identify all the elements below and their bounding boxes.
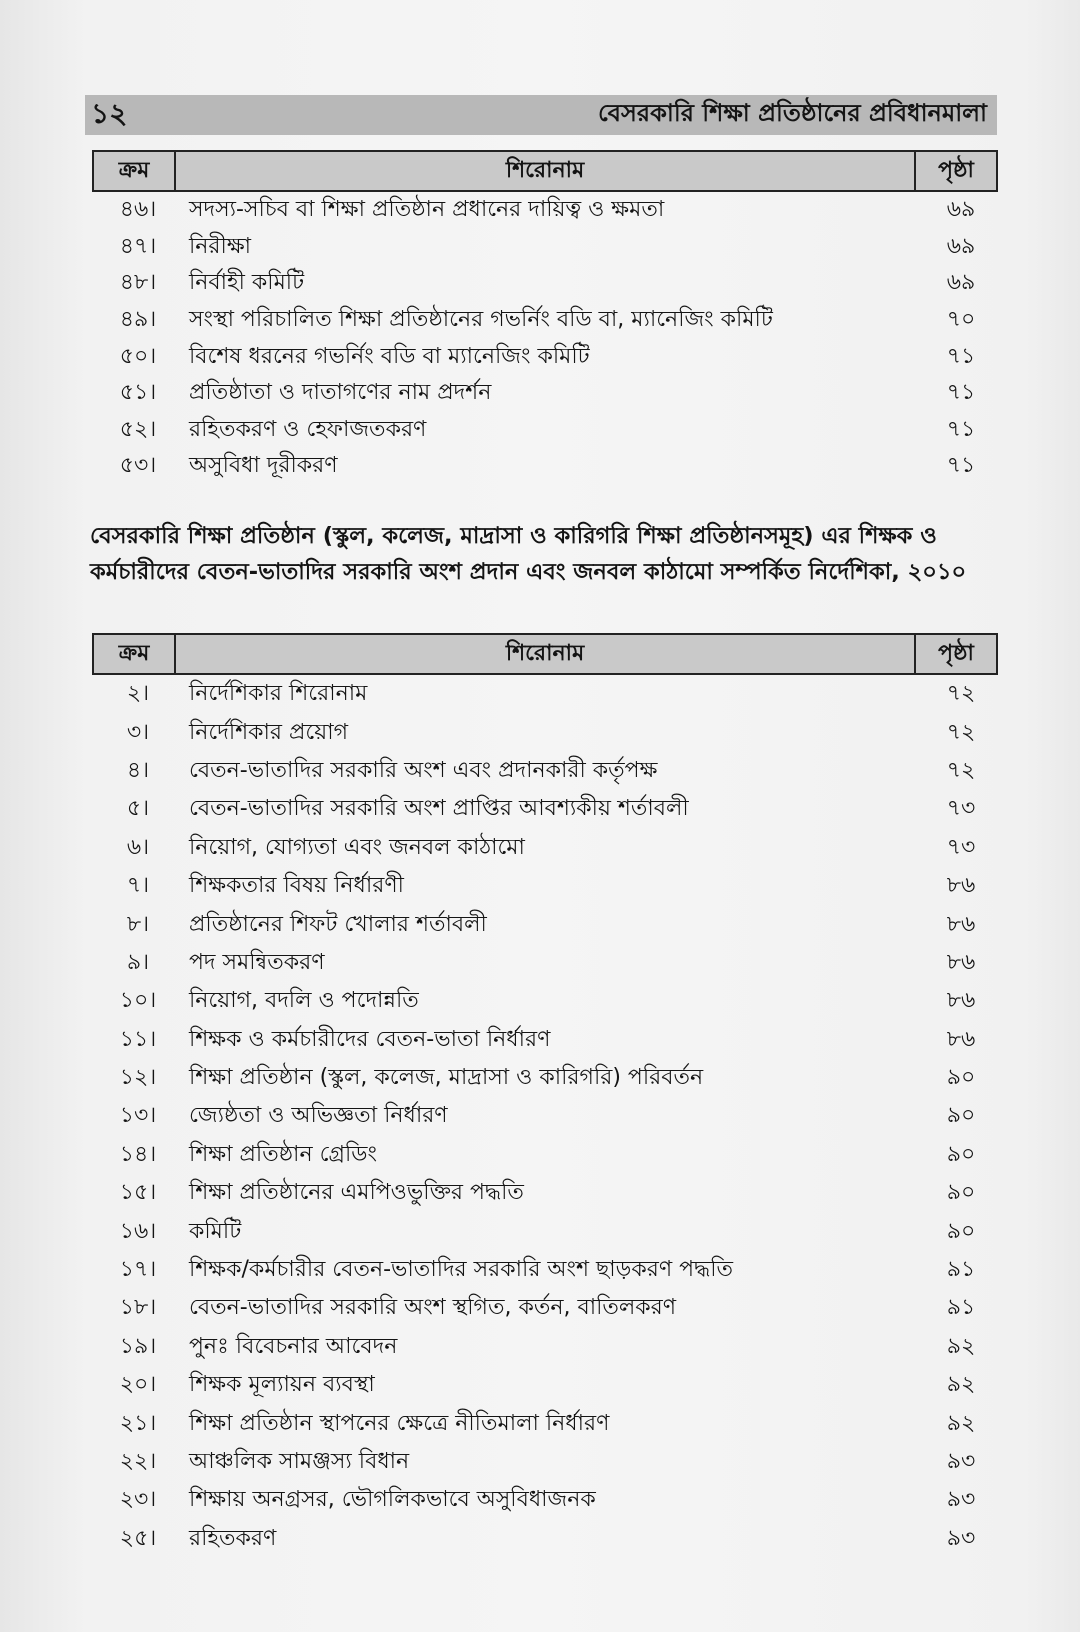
row-page-number: ৮৬ [946, 949, 976, 975]
row-page-number: ৭১ [946, 343, 976, 369]
row-serial: ১২। [119, 1065, 157, 1091]
table-row [93, 412, 997, 449]
row-title: শিক্ষক ও কর্মচারীদের বেতন-ভাতা নির্ধারণ [189, 1026, 551, 1052]
row-title: শিক্ষায় অনগ্রসর, ভৌগলিকভাবে অসুবিধাজনক [189, 1487, 596, 1513]
row-serial: ৪৭। [119, 233, 157, 259]
row-title: নির্দেশিকার শিরোনাম [189, 681, 368, 707]
section-heading: বেসরকারি শিক্ষা প্রতিষ্ঠান (স্কুল, কলেজ, মাদ্রাসা ও কারিগরি শিক্ষা প্রতিষ্ঠানসমূহ) এর শিক্ষক ও কর্মচারীদের বেতন-ভাতাদির সরকারি অংশ প্রদান এবং জনবল কাঠামো সম্পর্কিত নির্দেশিকা, ২০১০ [90, 523, 967, 585]
row-page-number: ৮৬ [946, 911, 976, 937]
row-serial: ৬। [126, 834, 150, 860]
row-serial: ৮। [126, 911, 150, 937]
row-serial: ১৬। [119, 1218, 157, 1244]
row-page-number: ৯০ [946, 1141, 976, 1167]
row-page-number: ৯০ [946, 1103, 976, 1129]
column-header-serial: ক্রম [93, 151, 175, 191]
table-header-row [93, 151, 997, 191]
row-serial: ১৩। [119, 1103, 157, 1129]
row-serial: ১১। [119, 1026, 157, 1052]
table-row [93, 1174, 997, 1212]
row-serial: ৫৩। [119, 453, 157, 479]
row-serial: ২২। [119, 1449, 157, 1474]
table-row [93, 713, 997, 751]
row-page-number: ৯২ [946, 1410, 976, 1436]
page-number: ১২ [91, 96, 128, 130]
row-serial: ২১। [119, 1410, 157, 1436]
row-page-number: ৯৩ [946, 1525, 976, 1551]
row-page-number: ৭১ [946, 416, 976, 442]
row-page-number: ৭২ [946, 757, 976, 783]
row-serial: ৫২। [119, 416, 157, 442]
row-page-number: ৭১ [946, 380, 976, 406]
row-serial: ৪৬। [119, 197, 157, 223]
row-serial: ২৩। [119, 1487, 157, 1513]
row-title: প্রতিষ্ঠানের শিফট খোলার শর্তাবলী [189, 911, 487, 937]
row-serial: ১৮। [119, 1295, 157, 1321]
row-page-number: ৭৩ [946, 834, 976, 860]
row-title: শিক্ষা প্রতিষ্ঠান গ্রেডিং [189, 1141, 377, 1167]
row-serial: ৯। [126, 949, 150, 975]
row-serial: ১৫। [119, 1180, 157, 1206]
table-row [93, 191, 997, 229]
row-serial: ২৫। [119, 1525, 157, 1551]
row-page-number: ৯৩ [946, 1449, 976, 1474]
table-row [93, 338, 997, 375]
row-title: রহিতকরণ [189, 1525, 277, 1551]
row-title: সদস্য-সচিব বা শিক্ষা প্রতিষ্ঠান প্রধানের দায়িত্ব ও ক্ষমতা [189, 197, 665, 223]
row-page-number: ৮৬ [946, 988, 976, 1014]
row-title: সংস্থা পরিচালিত শিক্ষা প্রতিষ্ঠানের গভর্নিং বডি বা, ম্যানেজিং কমিটি [189, 307, 773, 333]
table-row [93, 829, 997, 867]
row-title: আঞ্চলিক সামঞ্জস্য বিধান [189, 1449, 410, 1474]
table-body [93, 674, 997, 1558]
row-page-number: ৯০ [946, 1180, 976, 1206]
row-page-number: ৮৬ [946, 1026, 976, 1052]
row-title: রহিতকরণ ও হেফাজতকরণ [189, 416, 427, 442]
row-title: নির্বাহী কমিটি [189, 270, 305, 296]
row-page-number: ৯২ [946, 1372, 976, 1398]
table-row [93, 1443, 997, 1481]
table-row [93, 229, 997, 266]
column-header-title: শিরোনাম [175, 151, 915, 191]
table-row [93, 265, 997, 302]
row-title: নিরীক্ষা [189, 233, 252, 259]
row-page-number: ৬৯ [946, 270, 976, 296]
column-header-title: শিরোনাম [175, 634, 915, 674]
row-page-number: ৯৩ [946, 1487, 976, 1513]
row-title: নির্দেশিকার প্রয়োগ [189, 719, 349, 745]
row-serial: ৪৮। [119, 270, 157, 296]
table-row [93, 674, 997, 713]
row-page-number: ৭০ [946, 307, 976, 333]
row-page-number: ৬৯ [946, 197, 976, 223]
row-page-number: ৯২ [946, 1333, 976, 1359]
row-title: বেতন-ভাতাদির সরকারি অংশ এবং প্রদানকারী কর্তৃপক্ষ [189, 757, 658, 783]
row-title: শিক্ষা প্রতিষ্ঠানের এমপিওভুক্তির পদ্ধতি [189, 1180, 524, 1206]
row-title: নিয়োগ, যোগ্যতা এবং জনবল কাঠামো [189, 834, 525, 860]
row-serial: ৩। [126, 719, 150, 745]
row-title: শিক্ষকতার বিষয় নির্ধারণী [189, 873, 404, 899]
table-row [93, 752, 997, 790]
table-row [93, 1328, 997, 1366]
column-header-page: পৃষ্ঠা [915, 151, 997, 191]
row-serial: ৫। [126, 796, 150, 822]
page-header [85, 95, 997, 135]
row-page-number: ৯০ [946, 1218, 976, 1244]
row-page-number: ৭২ [946, 681, 976, 707]
row-title: বিশেষ ধরনের গভর্নিং বডি বা ম্যানেজিং কমিটি [189, 343, 590, 369]
row-page-number: ৯১ [946, 1295, 976, 1321]
row-serial: ২০। [119, 1372, 157, 1398]
table-row [93, 1251, 997, 1289]
row-serial: ১৭। [119, 1257, 157, 1283]
row-serial: ৪৯। [119, 307, 157, 333]
row-serial: ১৯। [119, 1333, 157, 1359]
row-title: শিক্ষক/কর্মচারীর বেতন-ভাতাদির সরকারি অংশ ছাড়করণ পদ্ধতি [189, 1257, 734, 1283]
row-page-number: ৮৬ [946, 873, 976, 899]
row-page-number: ৯১ [946, 1257, 976, 1283]
row-serial: ৭। [126, 873, 150, 899]
table-row [93, 302, 997, 339]
table-row [93, 1289, 997, 1327]
table-row [93, 944, 997, 982]
running-title: বেসরকারি শিক্ষা প্রতিষ্ঠানের প্রবিধানমালা [597, 99, 987, 127]
table-row [93, 1404, 997, 1442]
row-serial: ১৪। [119, 1141, 157, 1167]
row-title: অসুবিধা দূরীকরণ [189, 453, 338, 479]
row-title: শিক্ষক মূল্যায়ন ব্যবস্থা [189, 1372, 375, 1398]
table-row [93, 1059, 997, 1097]
table-row [93, 1481, 997, 1519]
table-row [93, 1366, 997, 1404]
row-page-number: ৭১ [946, 453, 976, 479]
row-serial: ৫১। [119, 380, 157, 406]
table-body [93, 191, 997, 485]
table-row [93, 982, 997, 1020]
row-page-number: ৭২ [946, 719, 976, 745]
column-header-page: পৃষ্ঠা [915, 634, 997, 674]
table-row [93, 1021, 997, 1059]
column-header-serial: ক্রম [93, 634, 175, 674]
row-title: কমিটি [189, 1218, 242, 1244]
contents-table-2 [92, 633, 998, 1558]
row-serial: ৫০। [119, 343, 157, 369]
table-row [93, 1136, 997, 1174]
row-page-number: ৬৯ [946, 233, 976, 259]
row-title: শিক্ষা প্রতিষ্ঠান স্থাপনের ক্ষেত্রে নীতিমালা নির্ধারণ [189, 1410, 610, 1436]
row-title: বেতন-ভাতাদির সরকারি অংশ স্থগিত, কর্তন, বাতিলকরণ [189, 1295, 677, 1321]
row-page-number: ৭৩ [946, 796, 976, 822]
table-row [93, 790, 997, 828]
row-page-number: ৯০ [946, 1065, 976, 1091]
row-title: শিক্ষা প্রতিষ্ঠান (স্কুল, কলেজ, মাদ্রাসা ও কারিগরি) পরিবর্তন [189, 1065, 704, 1091]
table-row [93, 375, 997, 412]
row-serial: ২। [126, 681, 150, 707]
table-header-row [93, 634, 997, 674]
row-title: পদ সমন্বিতকরণ [189, 949, 325, 975]
row-serial: ৪। [126, 757, 150, 783]
row-title: পুনঃ বিবেচনার আবেদন [189, 1333, 398, 1359]
row-title: বেতন-ভাতাদির সরকারি অংশ প্রাপ্তির আবশ্যকীয় শর্তাবলী [189, 796, 689, 822]
row-serial: ১০। [119, 988, 157, 1014]
table-row [93, 867, 997, 905]
table-row [93, 1520, 997, 1558]
row-title: জ্যেষ্ঠতা ও অভিজ্ঞতা নির্ধারণ [189, 1103, 448, 1129]
row-title: প্রতিষ্ঠাতা ও দাতাগণের নাম প্রদর্শন [189, 380, 492, 406]
table-row [93, 448, 997, 485]
table-row [93, 1212, 997, 1250]
table-row [93, 905, 997, 943]
table-row [93, 1097, 997, 1135]
contents-table-1 [92, 150, 998, 485]
row-title: নিয়োগ, বদলি ও পদোন্নতি [189, 988, 419, 1014]
